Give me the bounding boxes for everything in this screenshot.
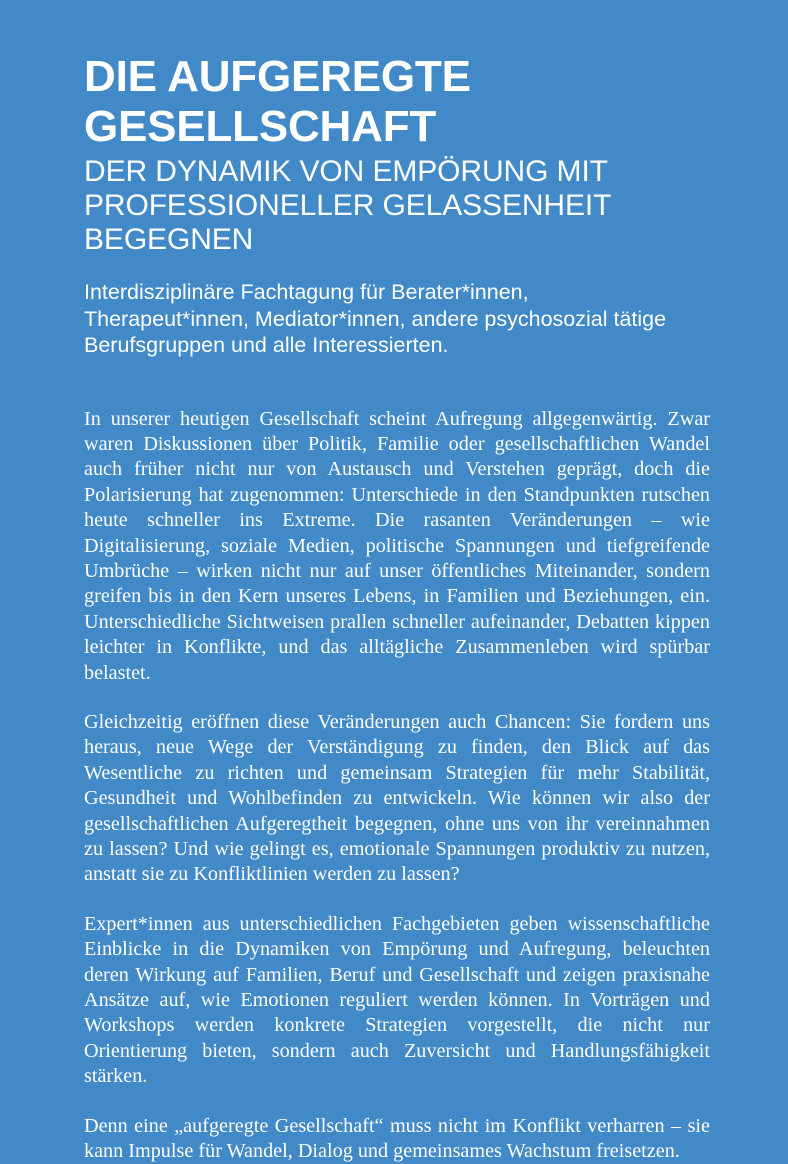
subhead-line-2: PROFESSIONELLER GELASSENHEIT — [84, 189, 611, 222]
headline-line-2: GESELLSCHAFT — [84, 102, 436, 151]
body-paragraph: Gleichzeitig eröffnen diese Veränderungen auch Chancen: Sie fordern uns heraus, neue Wege der Verständigung zu finden, den Blick auf das Wesentliche zu richten und gemeinsam Strategien für mehr Stabilität, Gesundheit und Wohlbefinden zu entwickeln. Wie können wir also der gesellschaftlichen Aufgeregtheit begegnen, ohne uns von ihr vereinnahmen zu lassen? Und wie gelingt es, emotionale Spannungen produktiv zu nutzen, anstatt sie zu Konfliktlinien werden zu lassen? — [84, 710, 710, 888]
title-block — [84, 0, 710, 359]
body-copy — [84, 359, 710, 1164]
page-subtitle — [84, 152, 710, 257]
subhead-line-3: BEGEGNEN — [84, 223, 253, 256]
body-paragraph: Expert*innen aus unterschiedlichen Fachgebieten geben wissenschaftliche Einblicke in die Dynamiken von Empörung und Aufregung, beleuchten deren Wirkung auf Familien, Beruf und Gesellschaft und zeigen praxisnahe Ansätze auf, wie Emotionen reguliert werden können. In Vorträgen und Workshops werden konkrete Strategien vorgestellt, die nicht nur Orientierung bieten, sondern auch Zuversicht und Handlungsfähigkeit stärken. — [84, 912, 710, 1090]
subhead-line-1: DER DYNAMIK VON EMPÖRUNG MIT — [84, 155, 608, 188]
body-paragraph: In unserer heutigen Gesellschaft scheint Aufregung allgegenwärtig. Zwar waren Diskussionen über Politik, Familie oder gesellschaftlichen Wandel auch früher nicht nur von Austausch und Verstehen geprägt, doch die Polarisierung hat zugenommen: Unterschiede in den Standpunkten rutschen heute schneller ins Extreme. Die rasanten Veränderungen – wie Digitalisierung, soziale Medien, politische Spannungen und tiefgreifende Umbrüche – wirken nicht nur auf unser öffentliches Miteinander, sondern greifen bis in den Kern unseres Lebens, in Familien und Beziehungen, ein. Unterschiedliche Sichtweisen prallen schneller aufeinander, Debatten kippen leichter in Konflikte, und das alltägliche Zusammenleben wird spürbar belastet. — [84, 407, 710, 686]
headline-line-1: DIE AUFGEREGTE — [84, 52, 471, 101]
page-title — [84, 52, 710, 152]
audience-lead-text: Interdisziplinäre Fachtagung für Berater*innen, Therapeut*innen, Mediator*innen, andere psychosozial tätige Berufsgruppen und alle Interessierten. — [84, 257, 694, 359]
body-paragraph: Denn eine „aufgeregte Gesellschaft“ muss nicht im Konflikt verharren – sie kann Impulse für Wandel, Dialog und gemeinsames Wachstum freisetzen. — [84, 1114, 710, 1164]
